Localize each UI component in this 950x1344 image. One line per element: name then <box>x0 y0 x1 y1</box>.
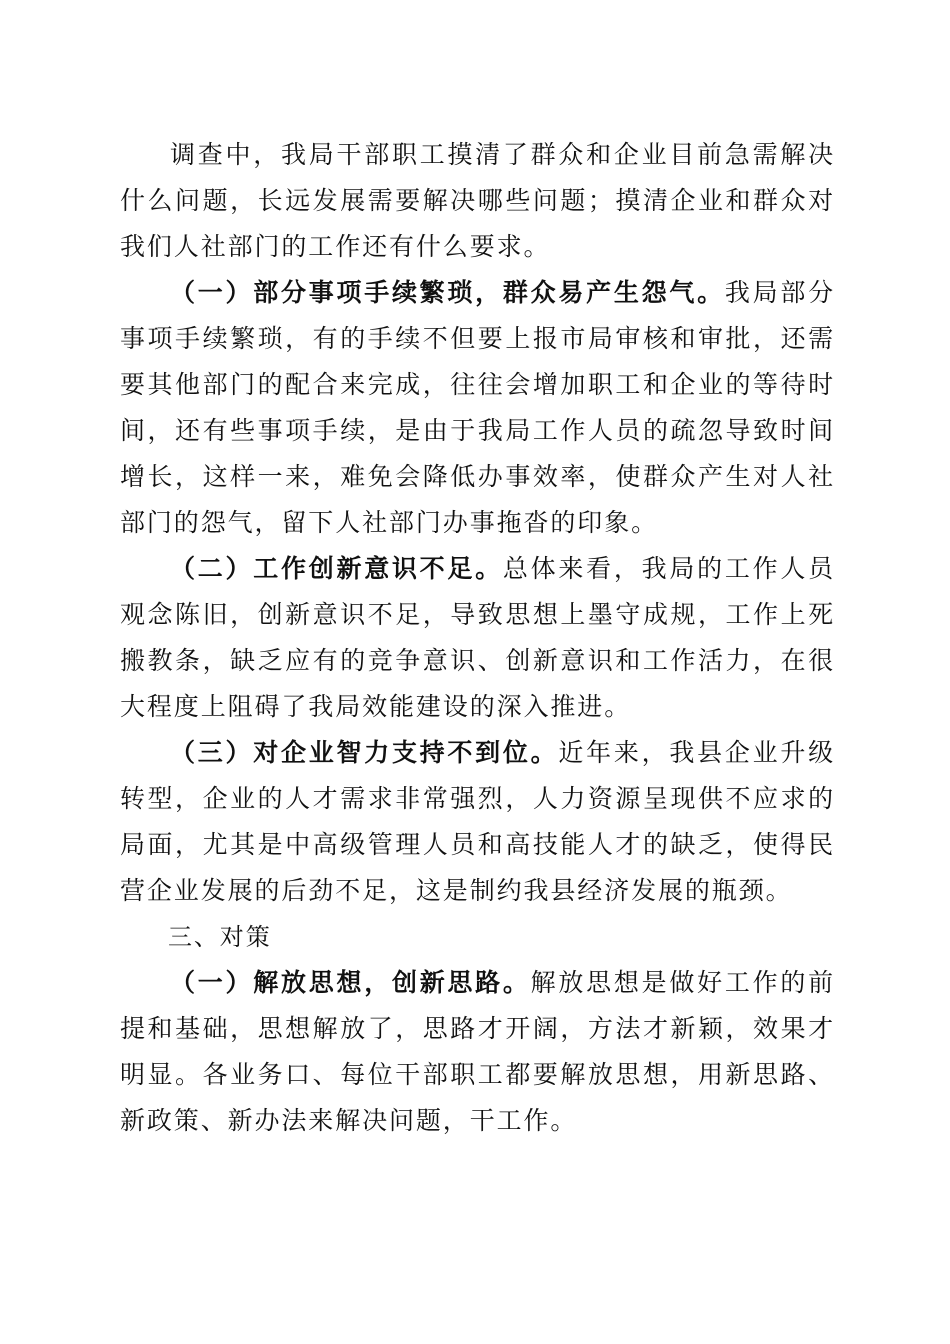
paragraph-issue-3-lead: （三）对企业智力支持不到位。 <box>170 738 559 767</box>
paragraph-issue-1 <box>120 270 835 546</box>
paragraph-intro-text: 调查中，我局干部职工摸清了群众和企业目前急需解决什么问题，长远发展需要解决哪些问题；摸清企业和群众对我们人社部门的工作还有什么要求。 <box>120 140 835 261</box>
paragraph-issue-3 <box>120 730 835 914</box>
paragraph-intro <box>120 132 835 270</box>
paragraph-issue-2-lead: （二）工作创新意识不足。 <box>170 554 503 583</box>
paragraph-issue-3-text: 近年来，我县企业升级转型，企业的人才需求非常强烈，人力资源呈现供不应求的局面，尤其是中高级管理人员和高技能人才的缺乏，使得民营企业发展的后劲不足，这是制约我县经济发展的瓶颈。 <box>120 738 835 905</box>
paragraph-issue-2 <box>120 546 835 730</box>
paragraph-measure-1 <box>120 960 835 1144</box>
section-heading: 三、对策 <box>168 923 272 951</box>
paragraph-issue-1-text: 我局部分事项手续繁琐，有的手续不但要上报市局审核和审批，还需要其他部门的配合来完成，往往会增加职工和企业的等待时间，还有些事项手续，是由于我局工作人员的疏忽导致时间增长，这样一来，难免会降低办事效率，使群众产生对人社部门的怨气，留下人社部门办事拖沓的印象。 <box>120 278 835 537</box>
paragraph-issue-2-text: 总体来看，我局的工作人员观念陈旧，创新意识不足，导致思想上墨守成规，工作上死搬教条，缺乏应有的竞争意识、创新意识和工作活力，在很大程度上阻碍了我局效能建设的深入推进。 <box>120 554 835 721</box>
document-body <box>120 132 835 1144</box>
paragraph-measure-1-lead: （一）解放思想，创新思路。 <box>170 968 531 997</box>
paragraph-measure-1-text: 解放思想是做好工作的前提和基础，思想解放了，思路才开阔，方法才新颖，效果才明显。各业务口、每位干部职工都要解放思想，用新思路、新政策、新办法来解决问题，干工作。 <box>120 968 836 1135</box>
paragraph-issue-1-lead: （一）部分事项手续繁琐，群众易产生怨气。 <box>170 278 725 307</box>
